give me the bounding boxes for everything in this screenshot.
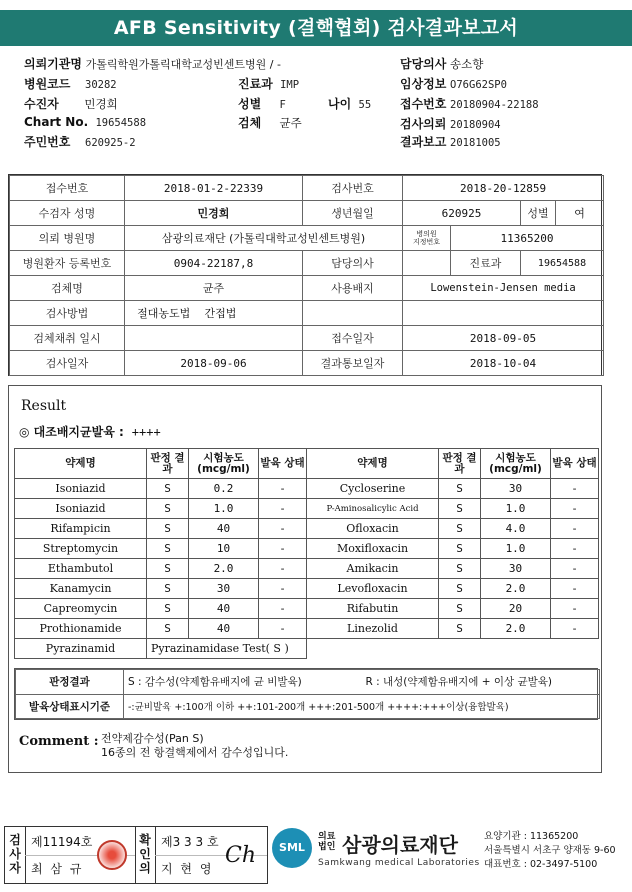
- drug-conc: 4.0: [481, 519, 551, 539]
- header-clinical: 임상정보 O76G62SP0: [400, 77, 507, 91]
- drug-name: P-Aminosalicylic Acid: [307, 499, 439, 519]
- receipt-no: 2018-01-2-22339: [125, 176, 303, 201]
- report-title: AFB Sensitivity (결핵협회) 검사결과보고서: [0, 10, 632, 46]
- header-report: 결과보고 20181005: [400, 135, 501, 149]
- sml-logo-icon: SML: [272, 828, 312, 868]
- dept-label: 진료과: [451, 251, 521, 276]
- drug-name: Isoniazid: [15, 479, 147, 499]
- method-1: 절대농도법: [125, 301, 203, 326]
- drug-conc: 30: [481, 559, 551, 579]
- drug-conc: 40: [189, 599, 259, 619]
- drug-growth: -: [259, 619, 307, 639]
- pyrazinamide-test: Pyrazinamidase Test( S ): [147, 639, 307, 659]
- col-conc-2: 시험농도 (mcg/ml): [481, 449, 551, 479]
- drug-judge: S: [439, 499, 481, 519]
- control-growth: ◎ 대조배지균발육 : ++++: [19, 425, 161, 439]
- collect-date-label: 검체채취 일시: [10, 326, 125, 351]
- drug-name: Capreomycin: [15, 599, 147, 619]
- drug-growth: -: [259, 559, 307, 579]
- sex-label: 성별: [521, 201, 556, 226]
- drug-name: Ethambutol: [15, 559, 147, 579]
- drug-judge: S: [147, 519, 189, 539]
- patient-name: 민경희: [125, 201, 303, 226]
- drug-judge: S: [147, 599, 189, 619]
- drug-name: Linezolid: [307, 619, 439, 639]
- drug-growth: -: [551, 599, 599, 619]
- examiner-seal: [97, 840, 127, 870]
- drug-name: Ofloxacin: [307, 519, 439, 539]
- header-sex: 성별 F: [238, 97, 286, 111]
- drug-growth: -: [551, 579, 599, 599]
- drug-row: [15, 599, 599, 619]
- confirmer-name: 지 현 영: [161, 862, 214, 876]
- drug-conc: 1.0: [481, 499, 551, 519]
- drug-growth: -: [551, 559, 599, 579]
- signature: Ch: [225, 843, 257, 868]
- legend-judge-r: R : 내성(약제함유배지에 + 이상 균발육): [362, 670, 600, 695]
- drug-conc: 20: [481, 599, 551, 619]
- drug-judge: S: [147, 579, 189, 599]
- org-type: 의료 법인: [318, 832, 336, 852]
- drug-judge: S: [147, 559, 189, 579]
- col-judge: 판정 결과: [147, 449, 189, 479]
- drug-judge: S: [439, 559, 481, 579]
- header-collector: 수진자 민경희: [24, 97, 118, 111]
- drug-growth: -: [259, 579, 307, 599]
- drug-judge: S: [439, 519, 481, 539]
- notify-date: 2018-10-04: [403, 351, 604, 376]
- drug-judge: S: [147, 539, 189, 559]
- info-grid: [8, 174, 602, 376]
- pyrazinamide-row: [15, 639, 599, 659]
- drug-growth: -: [551, 479, 599, 499]
- drug-judge: S: [439, 619, 481, 639]
- examiner-vertical-label: 검사자: [9, 833, 21, 875]
- birth-value: 620925: [403, 201, 521, 226]
- header-request: 검사의뢰 20180904: [400, 117, 501, 131]
- reg-no-label: 병원환자 등록번호: [10, 251, 125, 276]
- col-growth: 발육 상태: [259, 449, 307, 479]
- receipt-date-label: 접수일자: [303, 326, 403, 351]
- confirmer-no: 제3 3 3 호: [161, 835, 219, 849]
- org-name: 삼광의료재단: [342, 833, 458, 857]
- drug-name: Amikacin: [307, 559, 439, 579]
- examiner-name: 최 삼 규: [31, 862, 84, 876]
- drug-conc: 2.0: [481, 579, 551, 599]
- patient-name-label: 수검자 성명: [10, 201, 125, 226]
- drug-row: [15, 579, 599, 599]
- drug-conc: 10: [189, 539, 259, 559]
- drug-row: [15, 499, 599, 519]
- notify-date-label: 결과통보일자: [303, 351, 403, 376]
- drug-name: Streptomycin: [15, 539, 147, 559]
- drug-row: [15, 479, 599, 499]
- drug-judge: S: [439, 579, 481, 599]
- signature-box: [4, 826, 268, 884]
- drug-conc: 40: [189, 619, 259, 639]
- collect-date: [125, 326, 303, 351]
- legend-growth-label: 발육상태표시기준: [16, 694, 124, 719]
- legend-judge-s: S : 감수성(약제함유배지에 균 비발육): [124, 670, 362, 695]
- comment-text: 전약제감수성(Pan S) 16종의 전 항결핵제에서 감수성입니다.: [101, 732, 289, 759]
- drug-judge: S: [439, 479, 481, 499]
- drug-growth: -: [551, 539, 599, 559]
- method-empty-2: [403, 301, 604, 326]
- org-info: 요양기관 : 11365200 서울특별시 서초구 양재동 9-60 대표번호 : 02-3497-5100: [484, 831, 616, 870]
- header-dept: 진료과 IMP: [238, 77, 300, 91]
- org-english-name: Samkwang medical Laboratories: [318, 858, 480, 868]
- doctor-value: [403, 251, 451, 276]
- col-drug-2: 약제명: [307, 449, 439, 479]
- req-hospital: 삼광의료재단 (가톨릭대학교성빈센트병원): [125, 226, 403, 251]
- drug-name: Rifabutin: [307, 599, 439, 619]
- drug-conc: 2.0: [481, 619, 551, 639]
- drug-conc: 40: [189, 519, 259, 539]
- drug-conc: 1.0: [481, 539, 551, 559]
- header-age: 나이 55: [328, 97, 372, 111]
- reg-no: 0904-22187,8: [125, 251, 303, 276]
- drug-growth: -: [551, 499, 599, 519]
- specimen-label: 검체명: [10, 276, 125, 301]
- drug-name: Cycloserine: [307, 479, 439, 499]
- test-date-label: 검사일자: [10, 351, 125, 376]
- drug-growth: -: [259, 539, 307, 559]
- header-chart: Chart No. 19654588: [24, 115, 147, 129]
- drug-judge: S: [147, 619, 189, 639]
- col-conc: 시험농도 (mcg/ml): [189, 449, 259, 479]
- drug-judge: S: [439, 539, 481, 559]
- drug-row: [15, 539, 599, 559]
- drug-growth: -: [259, 519, 307, 539]
- designated-label: 병의원 지정번호: [403, 226, 451, 251]
- method-empty: [303, 301, 403, 326]
- receipt-date: 2018-09-05: [403, 326, 604, 351]
- header-resident: 주민번호 620925-2: [24, 135, 136, 149]
- specimen-value: 균주: [125, 276, 303, 301]
- drug-growth: -: [551, 519, 599, 539]
- header-specimen: 검체 균주: [238, 116, 302, 130]
- doctor-label: 담당의사: [303, 251, 403, 276]
- drug-row: [15, 559, 599, 579]
- drug-name: Kanamycin: [15, 579, 147, 599]
- drug-growth: -: [551, 619, 599, 639]
- method-label: 검사방법: [10, 301, 125, 326]
- drug-growth: -: [259, 499, 307, 519]
- col-judge-2: 판정 결과: [439, 449, 481, 479]
- drug-name: Levofloxacin: [307, 579, 439, 599]
- legend-growth-value: -:균비발육 +:100개 이하 ++:101-200개 +++:201-500개 ++++:+++이상(융합발육): [124, 694, 600, 719]
- medium-value: Lowenstein-Jensen media: [403, 276, 604, 301]
- drug-conc: 1.0: [189, 499, 259, 519]
- col-growth-2: 발육 상태: [551, 449, 599, 479]
- drug-judge: S: [147, 479, 189, 499]
- drug-judge: S: [147, 499, 189, 519]
- comment-label: Comment :: [19, 734, 99, 749]
- pyrazinamide-name: Pyrazinamid: [15, 639, 147, 659]
- method-2: 간접법: [203, 301, 303, 326]
- drug-name: Isoniazid: [15, 499, 147, 519]
- sex-value: 여: [556, 201, 604, 226]
- header-hospital: 의뢰기관명 가톨릭학원가톨릭대학교성빈센트병원 / -: [24, 57, 281, 71]
- drug-conc: 2.0: [189, 559, 259, 579]
- drug-conc: 0.2: [189, 479, 259, 499]
- legend-judge-label: 판정결과: [16, 670, 124, 695]
- drug-growth: -: [259, 479, 307, 499]
- drug-conc: 30: [481, 479, 551, 499]
- medium-label: 사용배지: [303, 276, 403, 301]
- drug-judge: S: [439, 599, 481, 619]
- header-doctor: 담당의사 송소향: [400, 57, 484, 71]
- empty-cell: [307, 639, 599, 659]
- header-code: 병원코드 30282: [24, 77, 117, 91]
- drug-name: Prothionamide: [15, 619, 147, 639]
- confirmer-vertical-label: 확인의: [139, 833, 151, 875]
- dept-value: 19654588: [521, 251, 604, 276]
- drug-name: Rifampicin: [15, 519, 147, 539]
- drug-row: [15, 519, 599, 539]
- test-date: 2018-09-06: [125, 351, 303, 376]
- test-no-label: 검사번호: [303, 176, 403, 201]
- drug-table: [14, 448, 598, 659]
- result-title: Result: [21, 398, 67, 414]
- drug-conc: 30: [189, 579, 259, 599]
- req-hospital-label: 의뢰 병원명: [10, 226, 125, 251]
- examiner-no: 제11194호: [31, 835, 93, 849]
- legend-table: [14, 668, 598, 720]
- receipt-no-label: 접수번호: [10, 176, 125, 201]
- birth-label: 생년월일: [303, 201, 403, 226]
- drug-growth: -: [259, 599, 307, 619]
- designated-no: 11365200: [451, 226, 604, 251]
- drug-name: Moxifloxacin: [307, 539, 439, 559]
- test-no: 2018-20-12859: [403, 176, 604, 201]
- drug-row: [15, 619, 599, 639]
- result-section: [8, 385, 602, 773]
- header-accession: 접수번호 20180904-22188: [400, 97, 539, 111]
- col-drug: 약제명: [15, 449, 147, 479]
